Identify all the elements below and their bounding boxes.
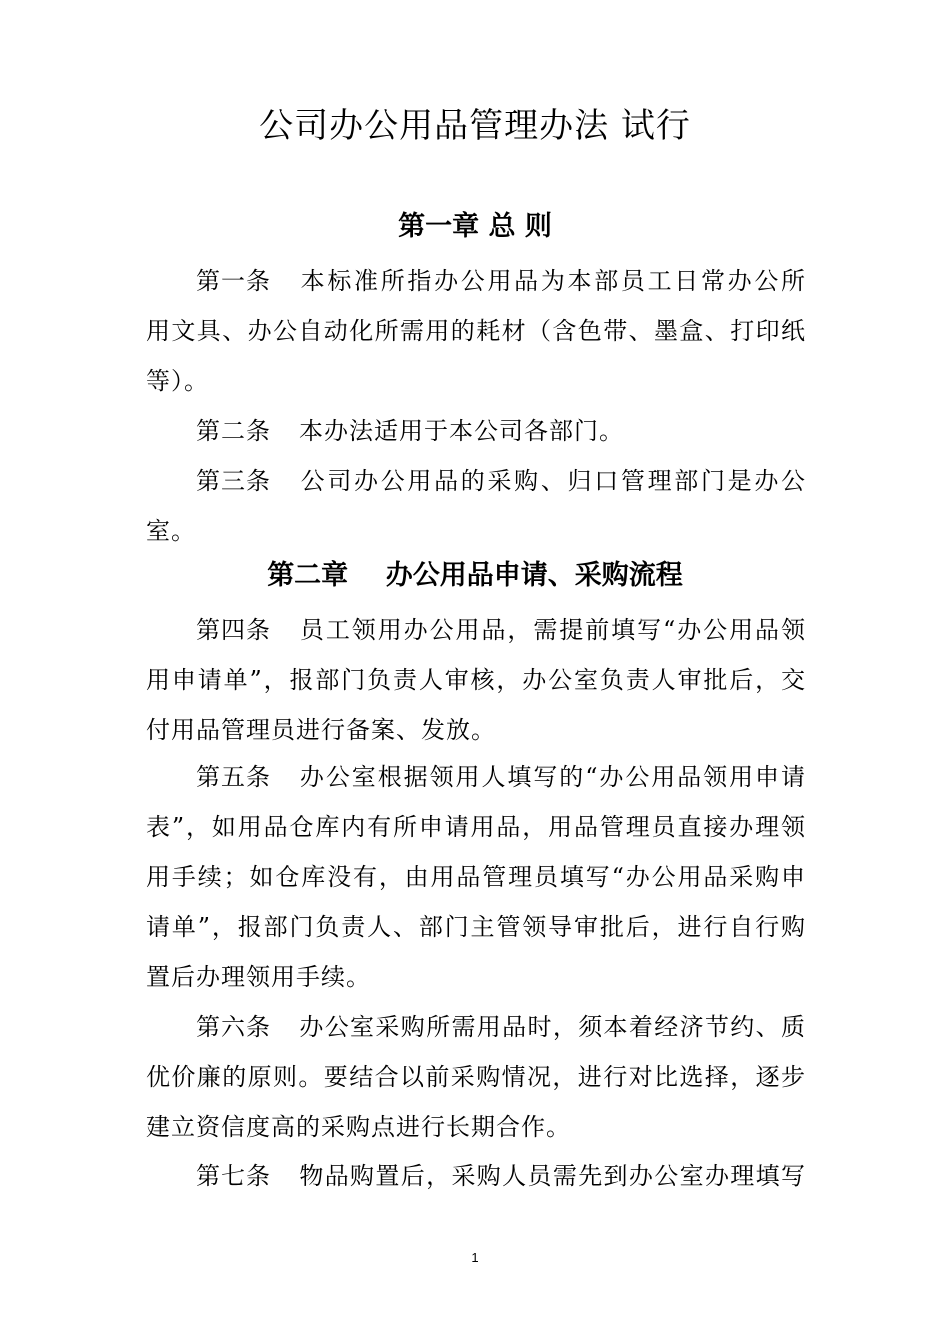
- article-text: 本标准所指办公用品为本部员工日常办公所: [299, 267, 806, 295]
- article-2: [146, 406, 806, 456]
- article-line: [146, 1002, 806, 1052]
- article-line: [146, 752, 806, 802]
- article-number: 第二条: [196, 417, 271, 445]
- article-line: 等）。: [146, 367, 209, 395]
- article-text: 公司办公用品的采购、归口管理部门是办公: [299, 467, 806, 495]
- article-text: 办公室根据领用人填写的“办公用品领用申请: [299, 763, 806, 791]
- page-number: 1: [471, 1250, 479, 1265]
- article-line: 用文具、办公自动化所需用的耗材（含色带、墨盒、打印纸: [146, 317, 806, 345]
- article-1: [146, 256, 806, 406]
- document-title: 公司办公用品管理办法 试行: [259, 106, 691, 146]
- article-text: 本办法适用于本公司各部门。: [299, 417, 624, 445]
- article-6: [146, 1002, 806, 1152]
- article-line: 建立资信度高的采购点进行长期合作。: [146, 1113, 571, 1141]
- article-line: 用申请单”，报部门负责人审核，办公室负责人审批后，交: [146, 666, 806, 694]
- article-number: 第一条: [196, 267, 271, 295]
- article-line: 置后办理领用手续。: [146, 963, 371, 991]
- article-line: 付用品管理员进行备案、发放。: [146, 716, 496, 744]
- article-line: [146, 1151, 806, 1201]
- article-line: 室。: [146, 517, 196, 545]
- article-text: 员工领用办公用品，需提前填写“办公用品领: [299, 616, 806, 644]
- article-number: 第六条: [196, 1013, 271, 1041]
- article-5: [146, 752, 806, 1002]
- article-number: 第五条: [196, 763, 271, 791]
- chapter-heading-1: 第一章 总 则: [398, 211, 552, 242]
- article-text: 办公室采购所需用品时，须本着经济节约、质: [299, 1013, 806, 1041]
- article-number: 第三条: [196, 467, 271, 495]
- article-number: 第七条: [196, 1162, 271, 1190]
- article-line: 请单”，报部门负责人、部门主管领导审批后，进行自行购: [146, 913, 806, 941]
- article-line: 用手续；如仓库没有，由用品管理员填写“办公用品采购申: [146, 863, 806, 891]
- article-7: [146, 1151, 806, 1201]
- article-line: [146, 456, 806, 506]
- article-text: 物品购置后，采购人员需先到办公室办理填写: [299, 1162, 806, 1190]
- article-4: [146, 605, 806, 755]
- article-line: [146, 605, 806, 655]
- article-line: 优价廉的原则。要结合以前采购情况，进行对比选择，逐步: [146, 1063, 806, 1091]
- article-line: [146, 406, 806, 456]
- article-line: [146, 256, 806, 306]
- article-3: [146, 456, 806, 556]
- chapter-heading-2: 第二章 办公用品申请、采购流程: [267, 560, 683, 591]
- article-number: 第四条: [196, 616, 271, 644]
- article-line: 表”，如用品仓库内有所申请用品，用品管理员直接办理领: [146, 813, 806, 841]
